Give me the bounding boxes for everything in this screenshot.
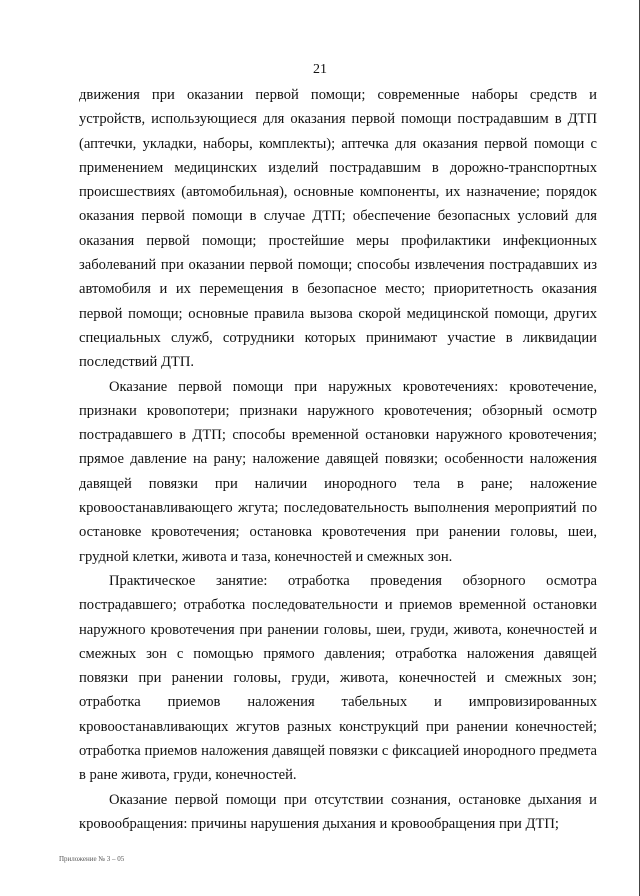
document-body	[79, 83, 597, 836]
page-footer: Приложение № 3 – 05	[59, 855, 125, 863]
paragraph-unconsciousness: Оказание первой помощи при отсутствии сознания, остановке дыхания и кровообращения: причины нарушения дыхания и кровообращения при ДТП;	[79, 791, 597, 832]
paragraph-continuation: движения при оказании первой помощи; современные наборы средств и устройств, использующиеся для оказания первой помощи пострадавшим в ДТП (аптечки, укладки, наборы, комплекты); аптечка для оказания первой помощи с применением медицинских изделий пострадавшим в дорожно-транспортных происшествиях (автомобильная), основные компоненты, их назначение; порядок оказания первой помощи в случае ДТП; обеспечение безопасных условий для оказания первой помощи; простейшие меры профилактики инфекционных заболеваний при оказании первой помощи; способы извлечения пострадавших из автомобиля и их перемещения в безопасное место; приоритетность оказания первой помощи; основные правила вызова скорой медицинской помощи, других специальных служб, сотрудники которых принимают участие в ликвидации последствий ДТП.	[79, 87, 597, 371]
paragraph-practical-lesson: Практическое занятие: отработка проведения обзорного осмотра пострадавшего; отработка последовательности и приемов временной остановки наружного кровотечения при ранении головы, шеи, груди, живота, конечностей и смежных зон с помощью прямого давления; отработка наложения давящей повязки при ранении головы, груди, живота, конечностей и смежных зон; отработка приемов наложения табельных и импровизированных кровоостанавливающих жгутов разных конструкций при ранении конечностей; отработка приемов наложения давящей повязки с фиксацией инородного предмета в ране живота, груди, конечностей.	[79, 572, 597, 784]
paragraph-external-bleeding: Оказание первой помощи при наружных кровотечениях: кровотечение, признаки кровопотери; признаки наружного кровотечения; обзорный осмотр пострадавшего в ДТП; способы временной остановки наружного кровотечения; прямое давление на рану; наложение давящей повязки; особенности наложения давящей повязки при наличии инородного тела в ране; наложение кровоостанавливающего жгута; последовательность выполнения мероприятий по остановке кровотечения; остановка кровотечения при ранении головы, шеи, грудной клетки, живота и таза, конечностей и смежных зон.	[79, 378, 597, 565]
page-number: 21	[313, 62, 327, 77]
